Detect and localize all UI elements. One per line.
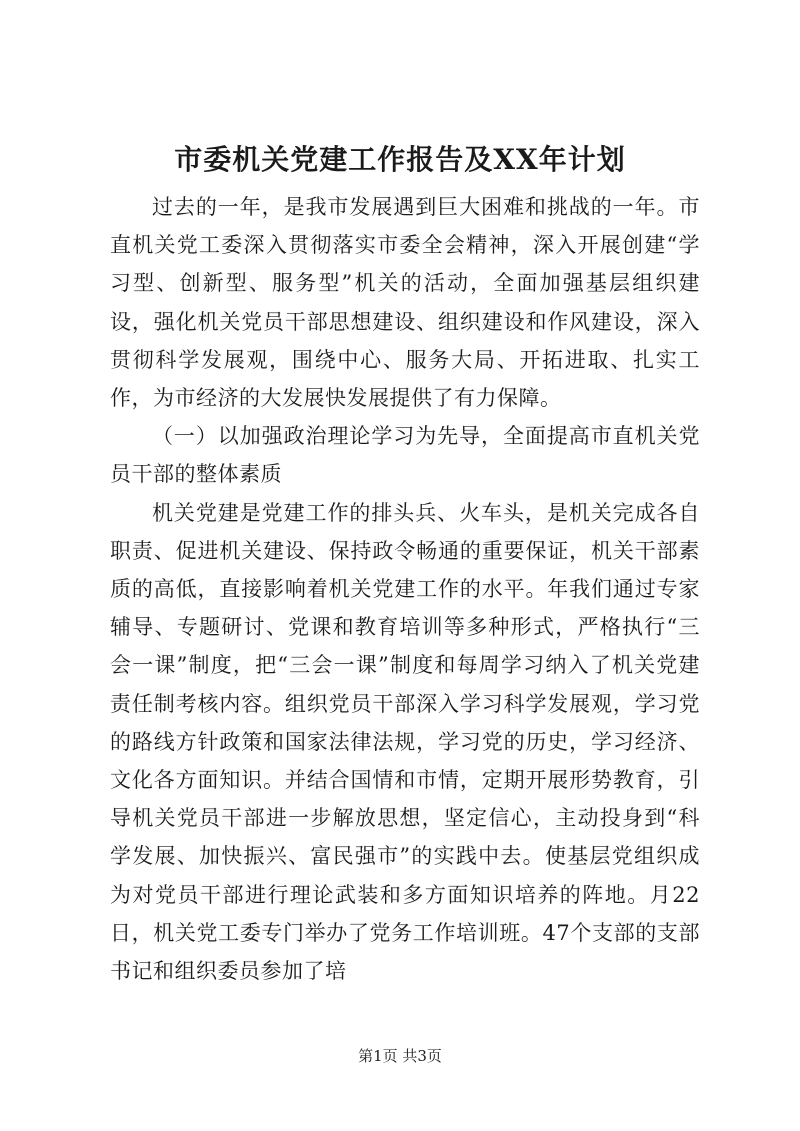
paragraph-intro: 过去的一年，是我市发展遇到巨大困难和挑战的一年。市直机关党工委深入贯彻落实市委全会精神，深入开展创建“学习型、创新型、服务型”机关的活动，全面加强基层组织建设，强化机关党员干部思想建设、组织建设和作风建设，深入贯彻科学发展观，围绕中心、服务大局、开拓进取、扎实工作，为市经济的大发展快发展提供了有力保障。 — [110, 195, 700, 411]
page-number: 第1页 共3页 — [358, 1047, 442, 1065]
document-title: 市委机关党建工作报告及XX年计划 — [174, 143, 626, 176]
paragraph-section-1: 机关党建是党建工作的排头兵、火车头，是机关完成各自职责、促进机关建设、保持政令畅通的重要保证，机关干部素质的高低，直接影响着机关党建工作的水平。年我们通过专家辅导、专题研讨、党课和教育培训等多种形式，严格执行“三会一课”制度，把“三会一课”制度和每周学习纳入了机关党建责任制考核内容。组织党员干部深入学习科学发展观，学习党的路线方针政策和国家法律法规，学习党的历史，学习经济、文化各方面知识。并结合国情和市情，定期开展形势教育，引导机关党员干部进一步解放思想，坚定信心，主动投身到“科学发展、加快振兴、富民强市”的实践中去。使基层党组织成为对党员干部进行理论武装和多方面知识培养的阵地。月22日，机关党工委专门举办了党务工作培训班。47个支部的支部书记和组织委员参加了培 — [110, 500, 700, 984]
document-body — [110, 188, 700, 990]
section-heading-1: （一）以加强政治理论学习为先导，全面提高市直机关党员干部的整体素质 — [110, 424, 700, 487]
